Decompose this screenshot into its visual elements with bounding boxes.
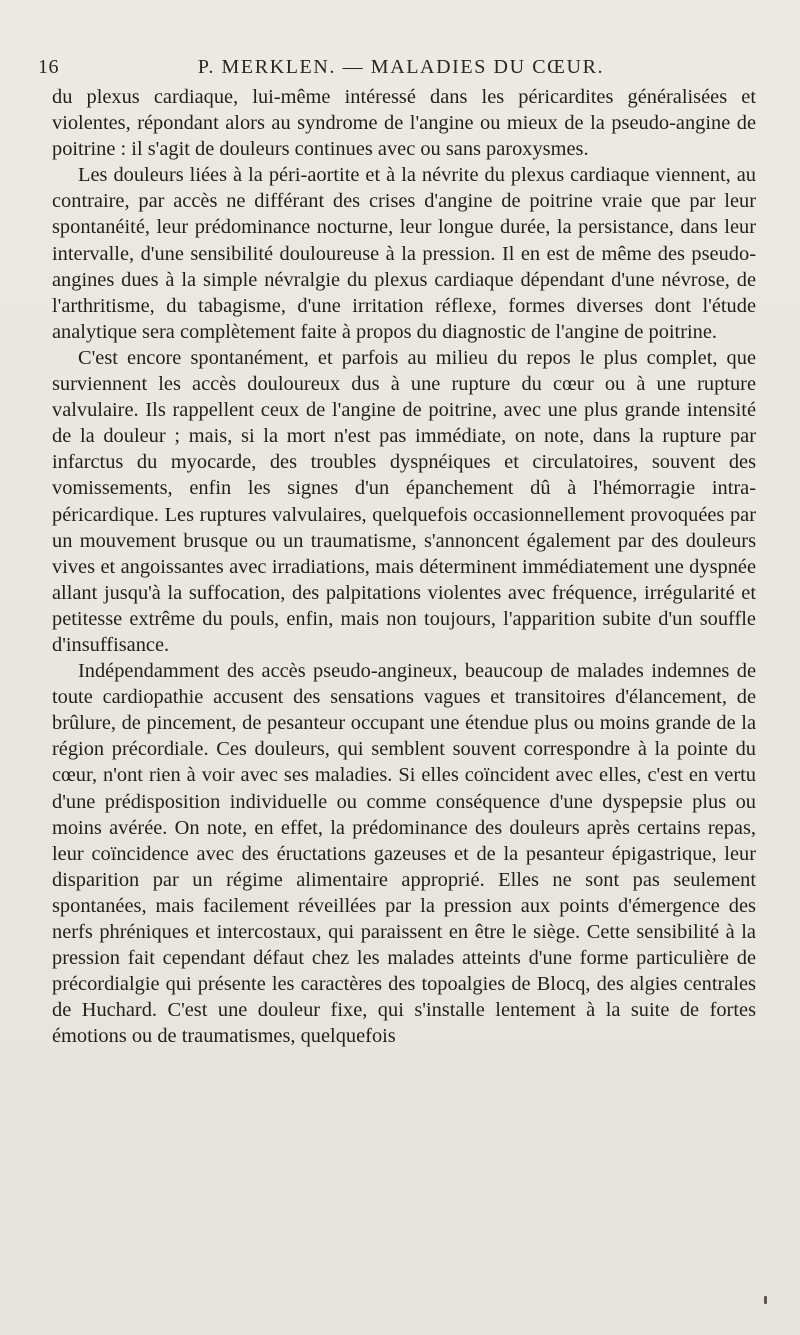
page-number: 16 (38, 56, 59, 78)
running-title: P. MERKLEN. — MALADIES DU CŒUR. (197, 56, 605, 78)
paragraph-rupture-coeur: C'est encore spontanément, et parfois au milieu du repos le plus complet, que surviennent les accès douloureux dus à une rupture du cœur ou à une rupture valvulaire. Ils rappellent ceux de l'angine de poitrine, avec une plus grande intensité de la douleur ; mais, si la mort n'est pas immédiate, on note, dans la rupture par infarctus du myocarde, des troubles dyspnéiques et circulatoires, souvent des vomissements, enfin les signes d'un épanchement dû à l'hémorragie intra-péricardique. Les ruptures valvulaires, quelquefois occasionnellement provoquées par un mouvement brusque ou un traumatisme, s'annoncent également par des douleurs vives et angoissantes avec irradiations, mais déterminent immédiatement une dyspnée allant jusqu'à la suffocation, des palpitations violentes avec fréquence, irrégularité et petitesse extrême du pouls, enfin, mais non toujours, l'apparition subite d'un souffle d'insuffisance. (52, 346, 756, 656)
print-speck (764, 1296, 767, 1304)
body-text (52, 84, 756, 1049)
running-head (38, 56, 764, 84)
paragraph-continuation: du plexus cardiaque, lui-même intéressé dans les péricardites généralisées et violentes, répondant alors au syndrome de l'angine ou mieux de la pseudo-angine de poitrine : il s'agit de douleurs continues avec ou sans paroxysmes. (52, 86, 756, 161)
paragraph-precordialgie: Indépendamment des accès pseudo-angineux, beaucoup de malades indemnes de toute cardiopathie accusent des sensations vagues et transitoires d'élancement, de brûlure, de pincement, de pesanteur occupant une étendue plus ou moins grande de la région précordiale. Ces douleurs, qui semblent souvent correspondre à la pointe du cœur, n'ont rien à voir avec ses maladies. Si elles coïncident avec elles, c'est en vertu d'une prédisposition individuelle ou comme conséquence d'une dyspepsie plus ou moins avérée. On note, en effet, la prédominance des douleurs après certains repas, leur coïncidence avec des éructations gazeuses et de la pesanteur épigastrique, leur disparition par un régime alimentaire approprié. Elles ne sont pas seulement spontanées, mais facilement réveillées par la pression aux points d'émergence des nerfs phréniques et intercostaux, qui paraissent en être le siège. Cette sensibilité à la pression fait cependant défaut chez les malades atteints d'une forme particulière de précordialgie qui présente les caractères des topoalgies de Blocq, des algies centrales de Huchard. C'est une douleur fixe, qui s'installe lentement à la suite de fortes émotions ou de traumatismes, quelquefois (52, 660, 756, 1048)
paragraph-peri-aortite: Les douleurs liées à la péri-aortite et à la névrite du plexus cardiaque viennent, au contraire, par accès ne différant des crises d'angine de poitrine vraie que par leur spontanéité, leur prédominance nocturne, leur longue durée, la persistance, dans leur intervalle, d'une sensibilité douloureuse à la pression. Il en est de même des pseudo-angines dues à la simple névralgie du plexus cardiaque dépendant d'une névrose, de l'arthritisme, du tabagisme, d'une irritation réflexe, formes diverses dont l'étude analytique sera complètement faite à propos du diagnostic de l'angine de poitrine. (52, 164, 756, 343)
